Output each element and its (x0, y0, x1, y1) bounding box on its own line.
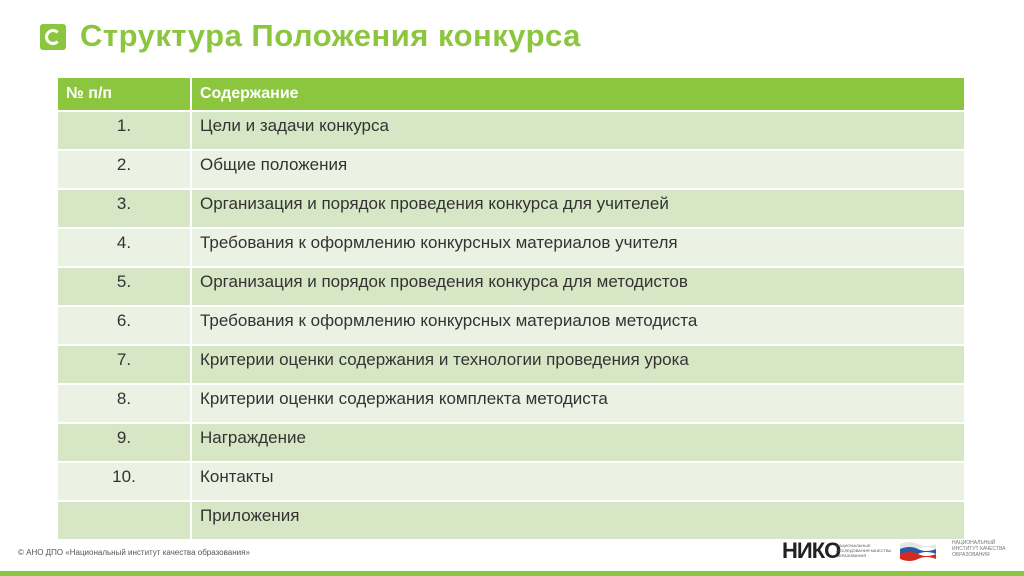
table-row (58, 228, 965, 267)
table-row (58, 189, 965, 228)
row-number: 8. (58, 384, 191, 423)
footer-copyright: © АНО ДПО «Национальный институт качества образования» (18, 548, 250, 557)
row-content: Требования к оформлению конкурсных материалов методиста (191, 306, 965, 345)
row-content: Цели и задачи конкурса (191, 111, 965, 150)
row-number: 9. (58, 423, 191, 462)
table-row (58, 462, 965, 501)
institute-logo-subtitle: НАЦИОНАЛЬНЫЙ ИНСТИТУТ КАЧЕСТВА ОБРАЗОВАНИЯ (952, 540, 1006, 558)
table-row (58, 150, 965, 189)
row-number: 7. (58, 345, 191, 384)
row-number: 4. (58, 228, 191, 267)
row-number: 5. (58, 267, 191, 306)
bottom-accent-bar (0, 571, 1024, 576)
row-number: 10. (58, 462, 191, 501)
row-content: Контакты (191, 462, 965, 501)
row-content: Критерии оценки содержания комплекта методиста (191, 384, 965, 423)
table-row (58, 306, 965, 345)
table-header-row (58, 78, 965, 111)
russian-flag-icon (898, 540, 938, 562)
page-title: Структура Положения конкурса (80, 18, 581, 53)
table-row (58, 345, 965, 384)
row-content: Общие положения (191, 150, 965, 189)
row-content: Организация и порядок проведения конкурса для методистов (191, 267, 965, 306)
table-row (58, 111, 965, 150)
row-content: Приложения (191, 501, 965, 539)
column-header-number: № п/п (58, 78, 191, 111)
row-number (58, 501, 191, 539)
table-row (58, 423, 965, 462)
table-row (58, 501, 965, 539)
table-row (58, 267, 965, 306)
title-bullet-icon (40, 24, 66, 50)
row-number: 1. (58, 111, 191, 150)
niko-logo-subtitle: НАЦИОНАЛЬНЫЕ ИССЛЕДОВАНИЯ КАЧЕСТВА ОБРАЗОВАНИЯ (836, 543, 892, 558)
row-content: Критерии оценки содержания и технологии проведения урока (191, 345, 965, 384)
row-number: 6. (58, 306, 191, 345)
column-header-content: Содержание (191, 78, 965, 111)
niko-logo: НИКО (782, 538, 841, 563)
row-content: Требования к оформлению конкурсных материалов учителя (191, 228, 965, 267)
row-content: Организация и порядок проведения конкурса для учителей (191, 189, 965, 228)
row-number: 2. (58, 150, 191, 189)
structure-table (58, 78, 966, 539)
row-content: Награждение (191, 423, 965, 462)
table-row (58, 384, 965, 423)
row-number: 3. (58, 189, 191, 228)
